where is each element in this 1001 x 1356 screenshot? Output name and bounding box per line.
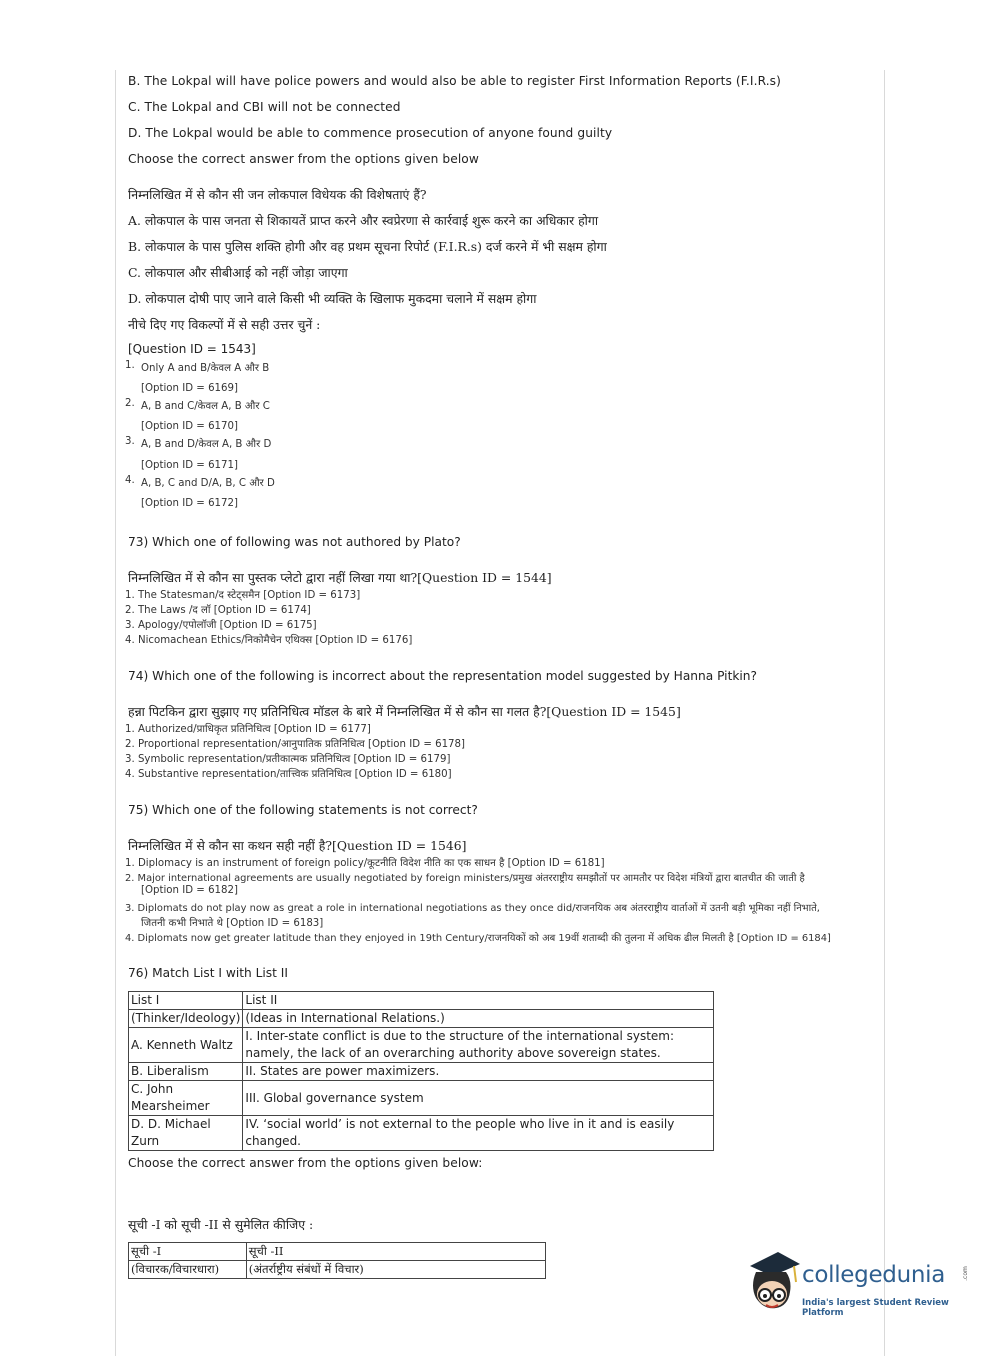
q72-option-2-text: A, B and C/केवल A, B और C [141,401,270,412]
q74-heading: 74) Which one of the following is incorrect about the representation model suggested by Hanna Pitkin? [128,669,757,683]
q72-option-b: B. The Lokpal will have police powers and would also be able to register First Information Reports (F.I.R.s) [128,74,781,88]
q74-hindi-question: हन्ना पिटकिन द्वारा सुझाए गए प्रतिनिधित्व मॉडल के बारे में निम्नलिखित में से कौन सा गलत है?[Question ID = 1545] [128,704,681,719]
q72-hindi-d: D. लोकपाल दोषी पाए जाने वाले किसी भी व्यक्ति के खिलाफ मुकदमा चलाने में सक्षम होगा [128,291,537,306]
table-row [129,1243,546,1261]
q74-option-3: 3. Symbolic representation/प्रतीकात्मक प्रतिनिधित्व [Option ID = 6179] [125,754,451,765]
table-cell: (Thinker/Ideology) [129,1010,243,1028]
q75-hindi-question: निम्नलिखित में से कौन सा कथन सही नहीं है?[Question ID = 1546] [128,838,467,853]
table-cell: (विचारक/विचारधारा) [129,1261,247,1279]
q75-option-3: 3. Diplomats do not play now as great a role in international negotiations as they once did/राजनयिक अब अंतरराष्ट्रीय वार्ताओं में उतनी बड़ी भूमिका नहीं निभाते, [125,903,820,914]
q74-option-1: 1. Authorized/प्राधिकृत प्रतिनिधित्व [Option ID = 6177] [125,724,371,735]
q72-hindi-instruction: नीचे दिए गए विकल्पों में से सही उत्तर चुनें : [128,317,321,332]
q76-hindi-heading: सूची -I को सूची -II से सुमेलित कीजिए : [128,1217,314,1232]
table-row [129,1116,714,1151]
table-cell: IV. ‘social world’ is not external to the people who live in it and is easily changed. [243,1116,714,1151]
table-cell: III. Global governance system [243,1081,714,1116]
q74-option-4: 4. Substantive representation/तात्त्विक प्रतिनिधित्व [Option ID = 6180] [125,769,452,780]
logo-name: collegedunia [802,1262,946,1288]
left-margin-line [115,70,116,1356]
q72-option-4-text: A, B, C and D/A, B, C और D [141,478,275,489]
q72-option-1-id: [Option ID = 6169] [141,383,238,394]
table-row [129,992,714,1010]
q73-option-3: 3. Apology/एपोलॉजी [Option ID = 6175] [125,620,317,631]
q75-option-2: 2. Major international agreements are usually negotiated by foreign ministers/प्रमुख अंतरराष्ट्रीय समझौतों पर आमतौर पर विदेश मंत्रियों द्वारा बातचीत की जाती है [125,873,805,884]
logo-suffix: .com [961,1266,969,1281]
table-cell: A. Kenneth Waltz [129,1028,243,1063]
table-row [129,1063,714,1081]
q76-instruction: Choose the correct answer from the options given below: [128,1156,483,1170]
logo-tagline: India's largest Student Review Platform [802,1298,949,1318]
table-cell: सूची -II [246,1243,545,1261]
q72-instruction: Choose the correct answer from the options given below [128,152,479,166]
match-table [128,991,714,1151]
q72-option-3-id: [Option ID = 6171] [141,460,238,471]
table-cell: सूची -I [129,1243,247,1261]
q74-option-2: 2. Proportional representation/आनुपातिक प्रतिनिधित्व [Option ID = 6178] [125,739,465,750]
q75-option-3-cont: जितनी कभी निभाते थे [Option ID = 6183] [141,918,324,929]
q72-option-3-text: A, B and D/केवल A, B और D [141,439,272,450]
q72-hindi-question: निम्नलिखित में से कौन सी जन लोकपाल विधेयक की विशेषताएं हैं? [128,187,427,202]
q72-option-2-num: 2. [125,398,135,409]
table-cell: C. John Mearsheimer [129,1081,243,1116]
q75-heading: 75) Which one of the following statements is not correct? [128,803,478,817]
table-cell: (अंतर्राष्ट्रीय संबंधों में विचार) [246,1261,545,1279]
q73-option-4: 4. Nicomachean Ethics/निकोमैचेन एथिक्स [Option ID = 6176] [125,635,413,646]
q73-option-2: 2. The Laws /द लॉ [Option ID = 6174] [125,605,311,616]
q72-hindi-b: B. लोकपाल के पास पुलिस शक्ति होगी और वह प्रथम सूचना रिपोर्ट (F.I.R.s) दर्ज करने में भी सक्षम होगा [128,239,607,254]
q72-option-1-text: Only A and B/केवल A और B [141,363,270,374]
table-cell: B. Liberalism [129,1063,243,1081]
q75-option-2-id: [Option ID = 6182] [141,885,238,896]
q72-option-4-num: 4. [125,475,135,486]
q72-option-2-id: [Option ID = 6170] [141,421,238,432]
table-cell: I. Inter-state conflict is due to the structure of the international system: namely, the lack of an overarching authority above sovereign states. [243,1028,714,1063]
hindi-match-table [128,1242,546,1279]
q72-option-c: C. The Lokpal and CBI will not be connected [128,100,401,114]
table-row [129,1261,546,1279]
table-row [129,1081,714,1116]
table-row [129,1010,714,1028]
q73-option-1: 1. The Statesman/द स्टेट्समैन [Option ID = 6173] [125,590,361,601]
table-cell: D. D. Michael Zurn [129,1116,243,1151]
table-cell: (Ideas in International Relations.) [243,1010,714,1028]
q72-hindi-c: C. लोकपाल और सीबीआई को नहीं जोड़ा जाएगा [128,265,348,280]
q72-question-id: [Question ID = 1543] [128,342,256,356]
right-margin-line [884,70,885,1356]
table-cell: List II [243,992,714,1010]
q72-option-1-num: 1. [125,360,135,371]
table-cell: List I [129,992,243,1010]
q72-option-3-num: 3. [125,436,135,447]
table-cell: II. States are power maximizers. [243,1063,714,1081]
q75-option-1: 1. Diplomacy is an instrument of foreign policy/कूटनीति विदेश नीति का एक साधन है [Option ID = 6181] [125,858,605,869]
collegedunia-logo[interactable] [744,1250,974,1320]
q73-hindi-question: निम्नलिखित में से कौन सा पुस्तक प्लेटो द्वारा नहीं लिखा गया था?[Question ID = 1544] [128,570,552,585]
mascot-icon [744,1250,802,1316]
q76-heading: 76) Match List I with List II [128,966,288,980]
table-row [129,1028,714,1063]
q73-heading: 73) Which one of following was not authored by Plato? [128,535,461,549]
q75-option-4: 4. Diplomats now get greater latitude than they enjoyed in 19th Century/राजनयिकों को अब 19वीं शताब्दी की तुलना में अधिक ढील मिलती है [Option ID = 6184] [125,933,831,944]
q72-hindi-a: A. लोकपाल के पास जनता से शिकायतें प्राप्त करने और स्वप्रेरणा से कार्रवाई शुरू करने का अधिकार होगा [128,213,599,228]
q72-option-d: D. The Lokpal would be able to commence prosecution of anyone found guilty [128,126,613,140]
q72-option-4-id: [Option ID = 6172] [141,498,238,509]
